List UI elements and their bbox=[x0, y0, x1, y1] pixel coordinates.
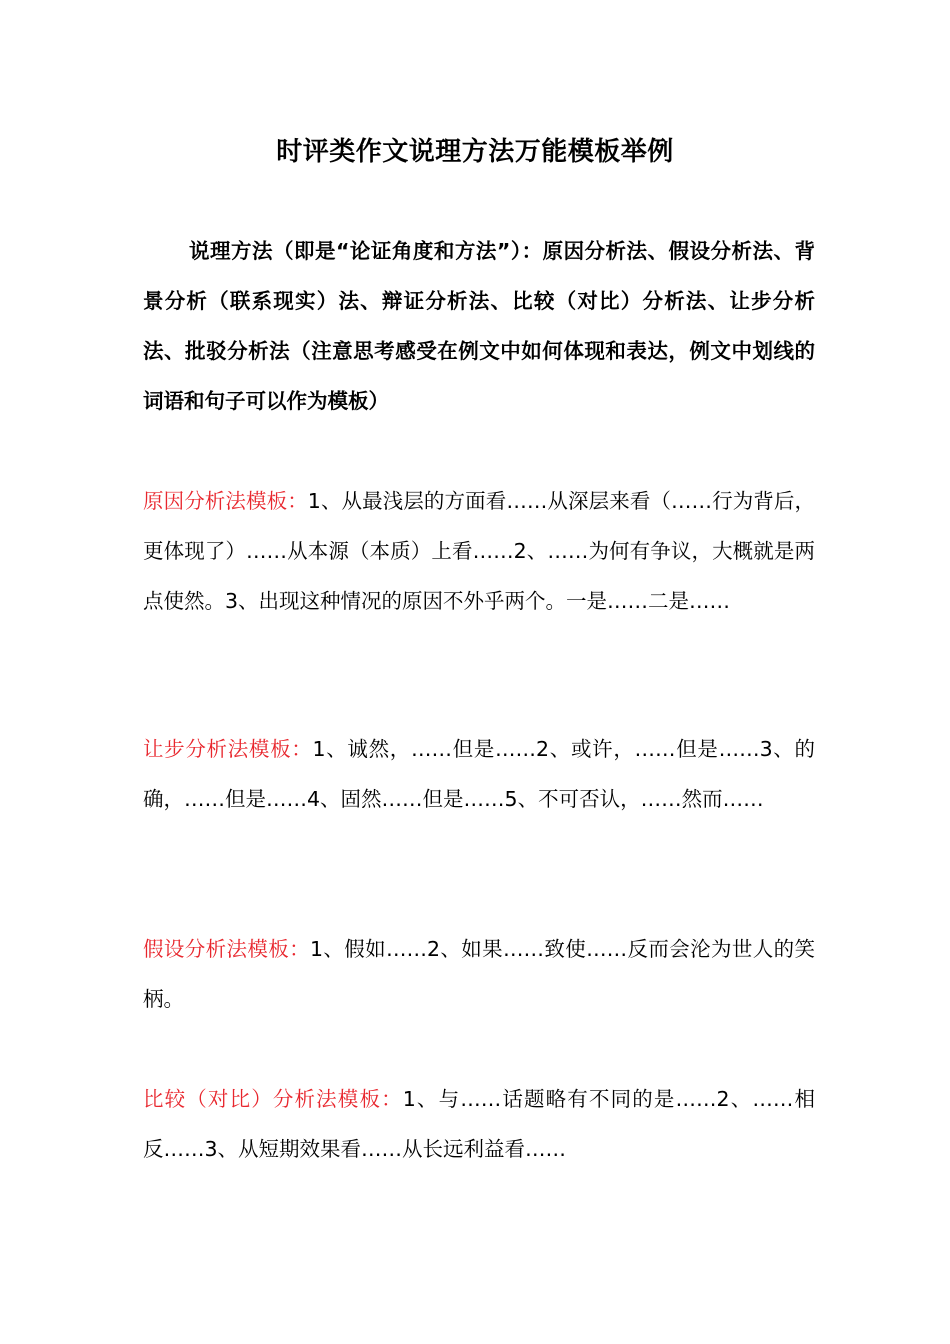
section-text: 1、诚然，……但是……2、或许，……但是……3、的确，……但是……4、固然……但是……5、不可否认，……然而…… bbox=[143, 737, 815, 811]
section-label: 假设分析法模板： bbox=[143, 937, 310, 961]
section-comparison-analysis bbox=[143, 1074, 815, 1174]
page-title: 时评类作文说理方法万能模板举例 bbox=[276, 137, 674, 167]
intro-paragraph: 说理方法（即是“论证角度和方法”）：原因分析法、假设分析法、背景分析（联系现实）法、辩证分析法、比较（对比）分析法、让步分析法、批驳分析法（注意思考感受在例文中如何体现和表达，例文中划线的词语和句子可以作为模板） bbox=[143, 239, 815, 413]
section-cause-analysis bbox=[143, 476, 815, 626]
section-hypothesis-analysis bbox=[143, 924, 815, 1024]
section-text: 1、假如……2、如果……致使……反而会沦为世人的笑柄。 bbox=[143, 937, 816, 1011]
section-text: 1、与……话题略有不同的是……2、……相反……3、从短期效果看……从长远利益看…… bbox=[143, 1087, 816, 1161]
section-label: 比较（对比）分析法模板： bbox=[143, 1087, 403, 1111]
section-label: 原因分析法模板： bbox=[143, 489, 308, 513]
section-concession-analysis bbox=[143, 724, 815, 824]
section-label: 让步分析法模板： bbox=[143, 737, 313, 761]
section-text: 1、从最浅层的方面看……从深层来看（……行为背后，更体现了）……从本源（本质）上看……2、……为何有争议，大概就是两点使然。3、出现这种情况的原因不外乎两个。一是……二是…… bbox=[143, 489, 816, 613]
